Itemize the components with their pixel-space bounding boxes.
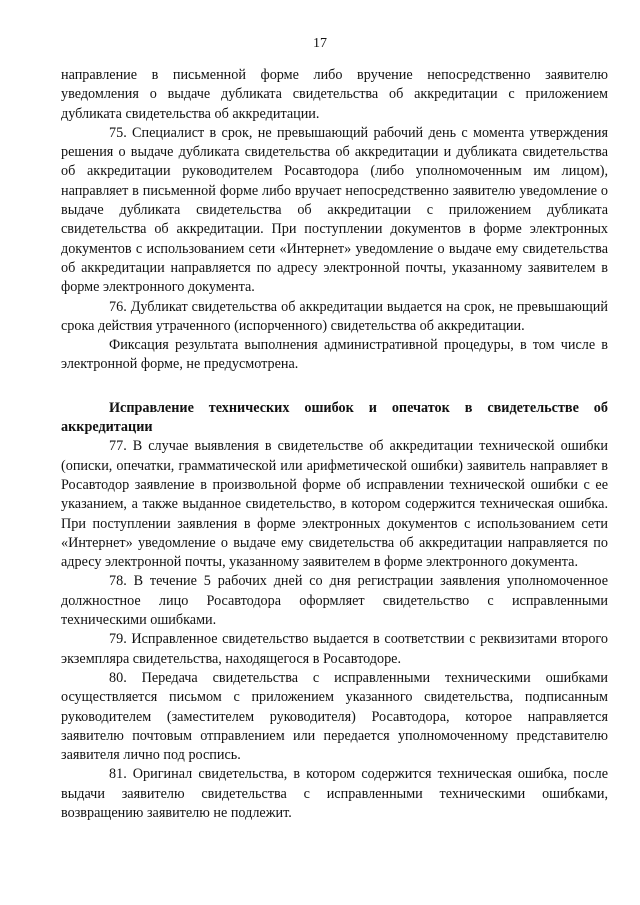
- document-body: [61, 66, 608, 823]
- page-number: 17: [313, 36, 327, 51]
- paragraph-75: 75. Специалист в срок, не превышающий рабочий день с момента утверждения решения о выдаче дубликата свидетельства об аккредитации и дубликата свидетельства об аккредитации руководителем Росавтодора (либо уполномоченным им лицом), направляет в письменной форме либо вручает непосредственно заявителю уведомление о выдаче дубликата свидетельства об аккредитации с приложением дубликата свидетельства об аккредитации. При поступлении документов в форме электронных документов с использованием сети «Интернет» уведомление о выдаче ему свидетельства об аккредитации направляется по адресу электронной почты, указанному заявителем в форме электронного документа.: [61, 124, 608, 296]
- paragraph-80: 80. Передача свидетельства с исправленными техническими ошибками осуществляется письмом с приложением указанного свидетельства, подписанным руководителем (заместителем руководителя) Росавтодора, которое направляется заявителю почтовым отправлением или передается уполномоченному представителю заявителя лично под роспись.: [61, 669, 608, 764]
- paragraph-81: 81. Оригинал свидетельства, в котором содержится техническая ошибка, после выдачи заявителю свидетельства с исправленными техническими ошибками, возвращению заявителю не подлежит.: [61, 766, 608, 821]
- paragraph-76: 76. Дубликат свидетельства об аккредитации выдается на срок, не превышающий срока действия утраченного (испорченного) свидетельства об аккредитации.: [61, 298, 608, 334]
- paragraph-77: 77. В случае выявления в свидетельстве об аккредитации технической ошибки (описки, опечатки, грамматической или арифметической ошибки) заявитель направляет в Росавтодор заявление в произвольной форме об исправлении технической ошибки с ее указанием, а также выданное свидетельство, в котором содержится техническая ошибка. При поступлении заявления в форме электронных документов с использованием сети «Интернет» уведомление о выдаче ему свидетельства об аккредитации направляется по адресу электронной почты, указанному заявителем в форме электронного документа.: [61, 438, 608, 571]
- section-heading: Исправление технических ошибок и опечаток в свидетельстве об аккредитации: [61, 399, 608, 436]
- paragraph-continuation: направление в письменной форме либо вручение непосредственно заявителю уведомления о выдаче дубликата свидетельства об аккредитации с приложением дубликата свидетельства об аккредитации.: [61, 67, 608, 122]
- paragraph-79: 79. Исправленное свидетельство выдается в соответствии с реквизитами второго экземпляра свидетельства, находящегося в Росавтодоре.: [61, 631, 608, 667]
- paragraph-78: 78. В течение 5 рабочих дней со дня регистрации заявления уполномоченное должностное лицо Росавтодора оформляет свидетельство с исправленными техническими ошибками.: [61, 573, 608, 629]
- paragraph-result-fixation: Фиксация результата выполнения административной процедуры, в том числе в электронной форме, не предусмотрена.: [61, 337, 608, 373]
